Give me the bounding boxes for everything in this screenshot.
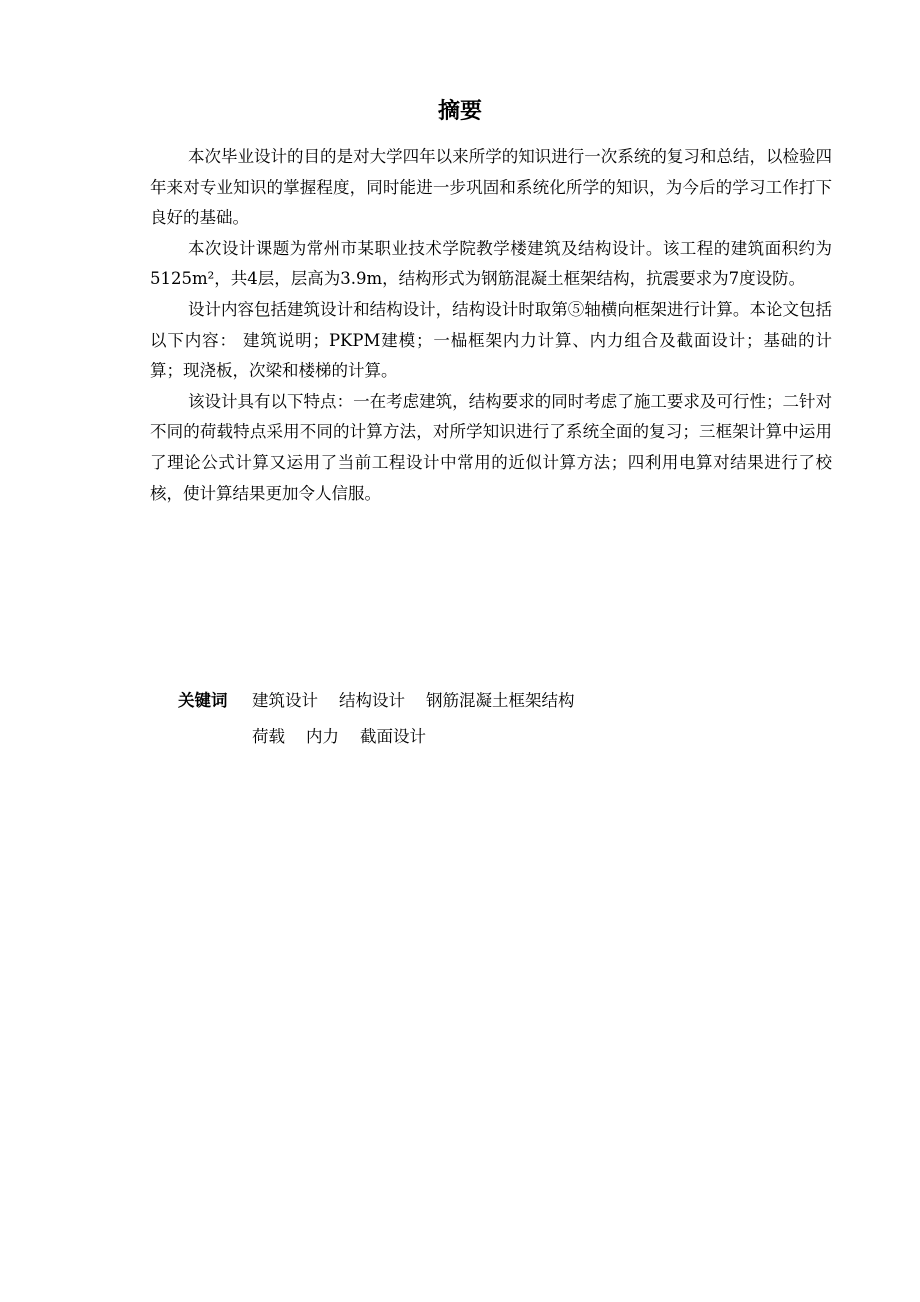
keyword: 结构设计 <box>339 691 405 710</box>
abstract-paragraph-1: 本次毕业设计的目的是对大学四年以来所学的知识进行一次系统的复习和总结，以检验四年来对专业知识的掌握程度，同时能进一步巩固和系统化所学的知识，为今后的学习工作打下良好的基础。 <box>150 147 832 228</box>
keyword: 截面设计 <box>360 727 426 746</box>
abstract-paragraph-2: 本次设计课题为常州市某职业技术学院教学楼建筑及结构设计。该工程的建筑面积约为5125m²，共4层，层高为3.9m，结构形式为钢筋混凝土框架结构，抗震要求为7度设防。 <box>150 238 832 289</box>
keywords-label: 关键词 <box>178 691 228 710</box>
keyword: 内力 <box>306 727 339 746</box>
keywords-block <box>178 683 828 755</box>
keyword: 钢筋混凝土框架结构 <box>426 691 575 710</box>
keywords-row-1 <box>178 683 828 719</box>
abstract-paragraph-3: 设计内容包括建筑设计和结构设计，结构设计时取第⑤轴横向框架进行计算。本论文包括以下内容： 建筑说明；PKPM建模；一榀框架内力计算、内力组合及截面设计；基础的计算；现浇板，次梁和楼梯的计算。 <box>150 299 832 381</box>
keyword: 建筑设计 <box>252 691 318 710</box>
abstract-body <box>150 142 832 509</box>
abstract-title: 摘要 <box>437 99 482 124</box>
keyword: 荷载 <box>252 727 285 746</box>
abstract-paragraph-4: 该设计具有以下特点：一在考虑建筑，结构要求的同时考虑了施工要求及可行性；二针对不同的荷载特点采用不同的计算方法，对所学知识进行了系统全面的复习；三框架计算中运用了理论公式计算又运用了当前工程设计中常用的近似计算方法；四利用电算对结果进行了校核，使计算结果更加令人信服。 <box>150 391 832 503</box>
keywords-row-2 <box>178 719 828 755</box>
